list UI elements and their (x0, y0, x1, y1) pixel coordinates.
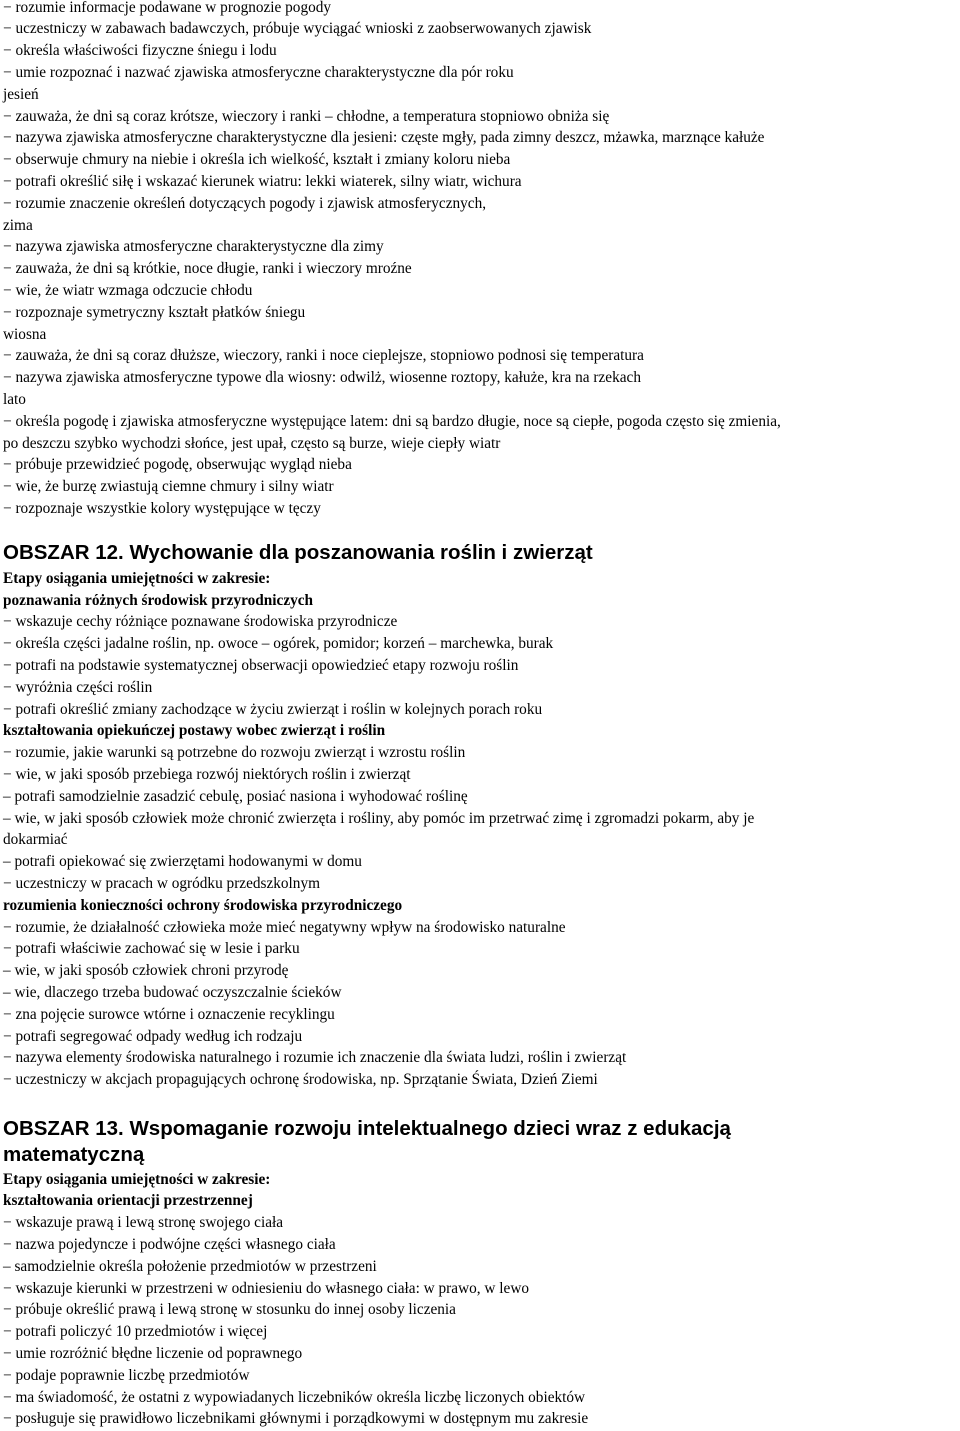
subheading: poznawania różnych środowisk przyrodniczych (3, 592, 314, 609)
text-line: – wie, w jaki sposób człowiek może chronić zwierzęta i rośliny, aby pomóc im przetrwać zimę i zgromadzi pokarm, aby je (3, 810, 755, 827)
text-line: – wie, dlaczego trzeba budować oczyszczalnie ścieków (3, 984, 342, 1001)
section-heading-obszar-13-cont: matematyczną (3, 1143, 145, 1166)
text-line: − zauważa, że dni są coraz dłuższe, wieczory, ranki i noce cieplejsze, stopniowo podnosi się temperatura (3, 347, 644, 364)
text-line: − próbuje określić prawą i lewą stronę w stosunku do innej osoby liczenia (3, 1301, 456, 1318)
text-line: − próbuje przewidzieć pogodę, obserwując wygląd nieba (3, 456, 352, 473)
subheading: kształtowania opiekuńczej postawy wobec zwierząt i roślin (3, 722, 386, 739)
season-label: jesień (3, 86, 39, 103)
subheading: kształtowania orientacji przestrzennej (3, 1192, 253, 1209)
text-line: − obserwuje chmury na niebie i określa ich wielkość, kształt i zmiany koloru nieba (3, 151, 511, 168)
text-line: − uczestniczy w pracach w ogródku przedszkolnym (3, 875, 320, 892)
text-line: − nazwa pojedyncze i podwójne części własnego ciała (3, 1236, 336, 1253)
text-line: − rozumie znaczenie określeń dotyczących pogody i zjawisk atmosferycznych, (3, 195, 487, 212)
text-line: − zauważa, że dni są coraz krótsze, wieczory i ranki – chłodne, a temperatura stopniowo obniża się (3, 108, 610, 125)
text-line: − rozumie, jakie warunki są potrzebne do rozwoju zwierząt i wzrostu roślin (3, 744, 466, 761)
section-heading-obszar-13: OBSZAR 13. Wspomaganie rozwoju intelektualnego dzieci wraz z edukacją (3, 1117, 731, 1140)
text-line: – potrafi samodzielnie zasadzić cebulę, posiać nasiona i wyhodować roślinę (3, 788, 468, 805)
text-line: − podaje poprawnie liczbę przedmiotów (3, 1367, 250, 1384)
season-label: wiosna (3, 326, 47, 343)
section-heading-obszar-12: OBSZAR 12. Wychowanie dla poszanowania roślin i zwierząt (3, 541, 593, 564)
text-line: − umie rozpoznać i nazwać zjawiska atmosferyczne charakterystyczne dla pór roku (3, 64, 514, 81)
text-line: − nazywa zjawiska atmosferyczne typowe dla wiosny: odwilż, wiosenne roztopy, kałuże, kra na rzekach (3, 369, 641, 386)
subheading: rozumienia konieczności ochrony środowiska przyrodniczego (3, 897, 403, 914)
text-line: − uczestniczy w zabawach badawczych, próbuje wyciągać wnioski z zaobserwowanych zjawisk (3, 20, 592, 37)
text-line: po deszczu szybko wychodzi słońce, jest upał, często są burze, wieje ciepły wiatr (3, 435, 501, 452)
text-line: − potrafi właściwie zachować się w lesie i parku (3, 940, 300, 957)
season-label: lato (3, 391, 26, 408)
text-line: − zauważa, że dni są krótkie, noce długie, ranki i wieczory mroźne (3, 260, 412, 277)
text-line: − wie, że wiatr wzmaga odczucie chłodu (3, 282, 253, 299)
text-line: dokarmiać (3, 831, 68, 848)
text-line: − wie, że burzę zwiastują ciemne chmury i silny wiatr (3, 478, 334, 495)
text-line: − określa części jadalne roślin, np. owoce – ogórek, pomidor; korzeń – marchewka, burak (3, 635, 554, 652)
text-line: – wie, w jaki sposób człowiek chroni przyrodę (3, 962, 289, 979)
text-line: − wskazuje kierunki w przestrzeni w odniesieniu do własnego ciała: w prawo, w lewo (3, 1280, 530, 1297)
text-line: – samodzielnie określa położenie przedmiotów w przestrzeni (3, 1258, 377, 1275)
text-line: − określa właściwości fizyczne śniegu i lodu (3, 42, 277, 59)
text-line: − potrafi określić zmiany zachodzące w życiu zwierząt i roślin w kolejnych porach roku (3, 701, 543, 718)
text-line: − rozpoznaje wszystkie kolory występujące w tęczy (3, 500, 321, 517)
text-line: – potrafi opiekować się zwierzętami hodowanymi w domu (3, 853, 362, 870)
text-line: − nazywa zjawiska atmosferyczne charakterystyczne dla zimy (3, 238, 384, 255)
text-line: − posługuje się prawidłowo liczebnikami głównymi i porządkowymi w dostępnym mu zakresie (3, 1410, 589, 1427)
text-line: − nazywa zjawiska atmosferyczne charakterystyczne dla jesieni: częste mgły, pada zimny deszcz, mżawka, marznące kałuże (3, 129, 765, 146)
text-line: − określa pogodę i zjawiska atmosferyczne występujące latem: dni są bardzo długie, noce są ciepłe, pogoda często się zmienia, (3, 413, 781, 430)
text-line: − potrafi na podstawie systematycznej obserwacji opowiedzieć etapy rozwoju roślin (3, 657, 519, 674)
text-line: − wskazuje cechy różniące poznawane środowiska przyrodnicze (3, 613, 398, 630)
subheading: Etapy osiągania umiejętności w zakresie: (3, 1171, 271, 1188)
text-line: − wyróżnia części roślin (3, 679, 153, 696)
season-label: zima (3, 217, 33, 234)
text-line: − potrafi określić siłę i wskazać kierunek wiatru: lekki wiaterek, silny wiatr, wichura (3, 173, 522, 190)
text-line: − rozumie informacje podawane w prognozie pogody (3, 0, 332, 16)
text-line: − potrafi policzyć 10 przedmiotów i więcej (3, 1323, 268, 1340)
text-line: − rozpoznaje symetryczny kształt płatków śniegu (3, 304, 306, 321)
text-line: − uczestniczy w akcjach propagujących ochronę środowiska, np. Sprzątanie Świata, Dzień Ziemi (3, 1071, 598, 1088)
text-line: − nazywa elementy środowiska naturalnego i rozumie ich znaczenie dla świata ludzi, roślin i zwierząt (3, 1049, 627, 1066)
text-line: − zna pojęcie surowce wtórne i oznaczenie recyklingu (3, 1006, 335, 1023)
text-line: − ma świadomość, że ostatni z wypowiadanych liczebników określa liczbę liczonych obiektów (3, 1389, 586, 1406)
text-line: − potrafi segregować odpady według ich rodzaju (3, 1028, 303, 1045)
text-line: − wskazuje prawą i lewą stronę swojego ciała (3, 1214, 284, 1231)
text-line: − umie rozróżnić błędne liczenie od poprawnego (3, 1345, 303, 1362)
text-line: − rozumie, że działalność człowieka może mieć negatywny wpływ na środowisko naturalne (3, 919, 566, 936)
text-line: − wie, w jaki sposób przebiega rozwój niektórych roślin i zwierząt (3, 766, 411, 783)
subheading: Etapy osiągania umiejętności w zakresie: (3, 570, 271, 587)
